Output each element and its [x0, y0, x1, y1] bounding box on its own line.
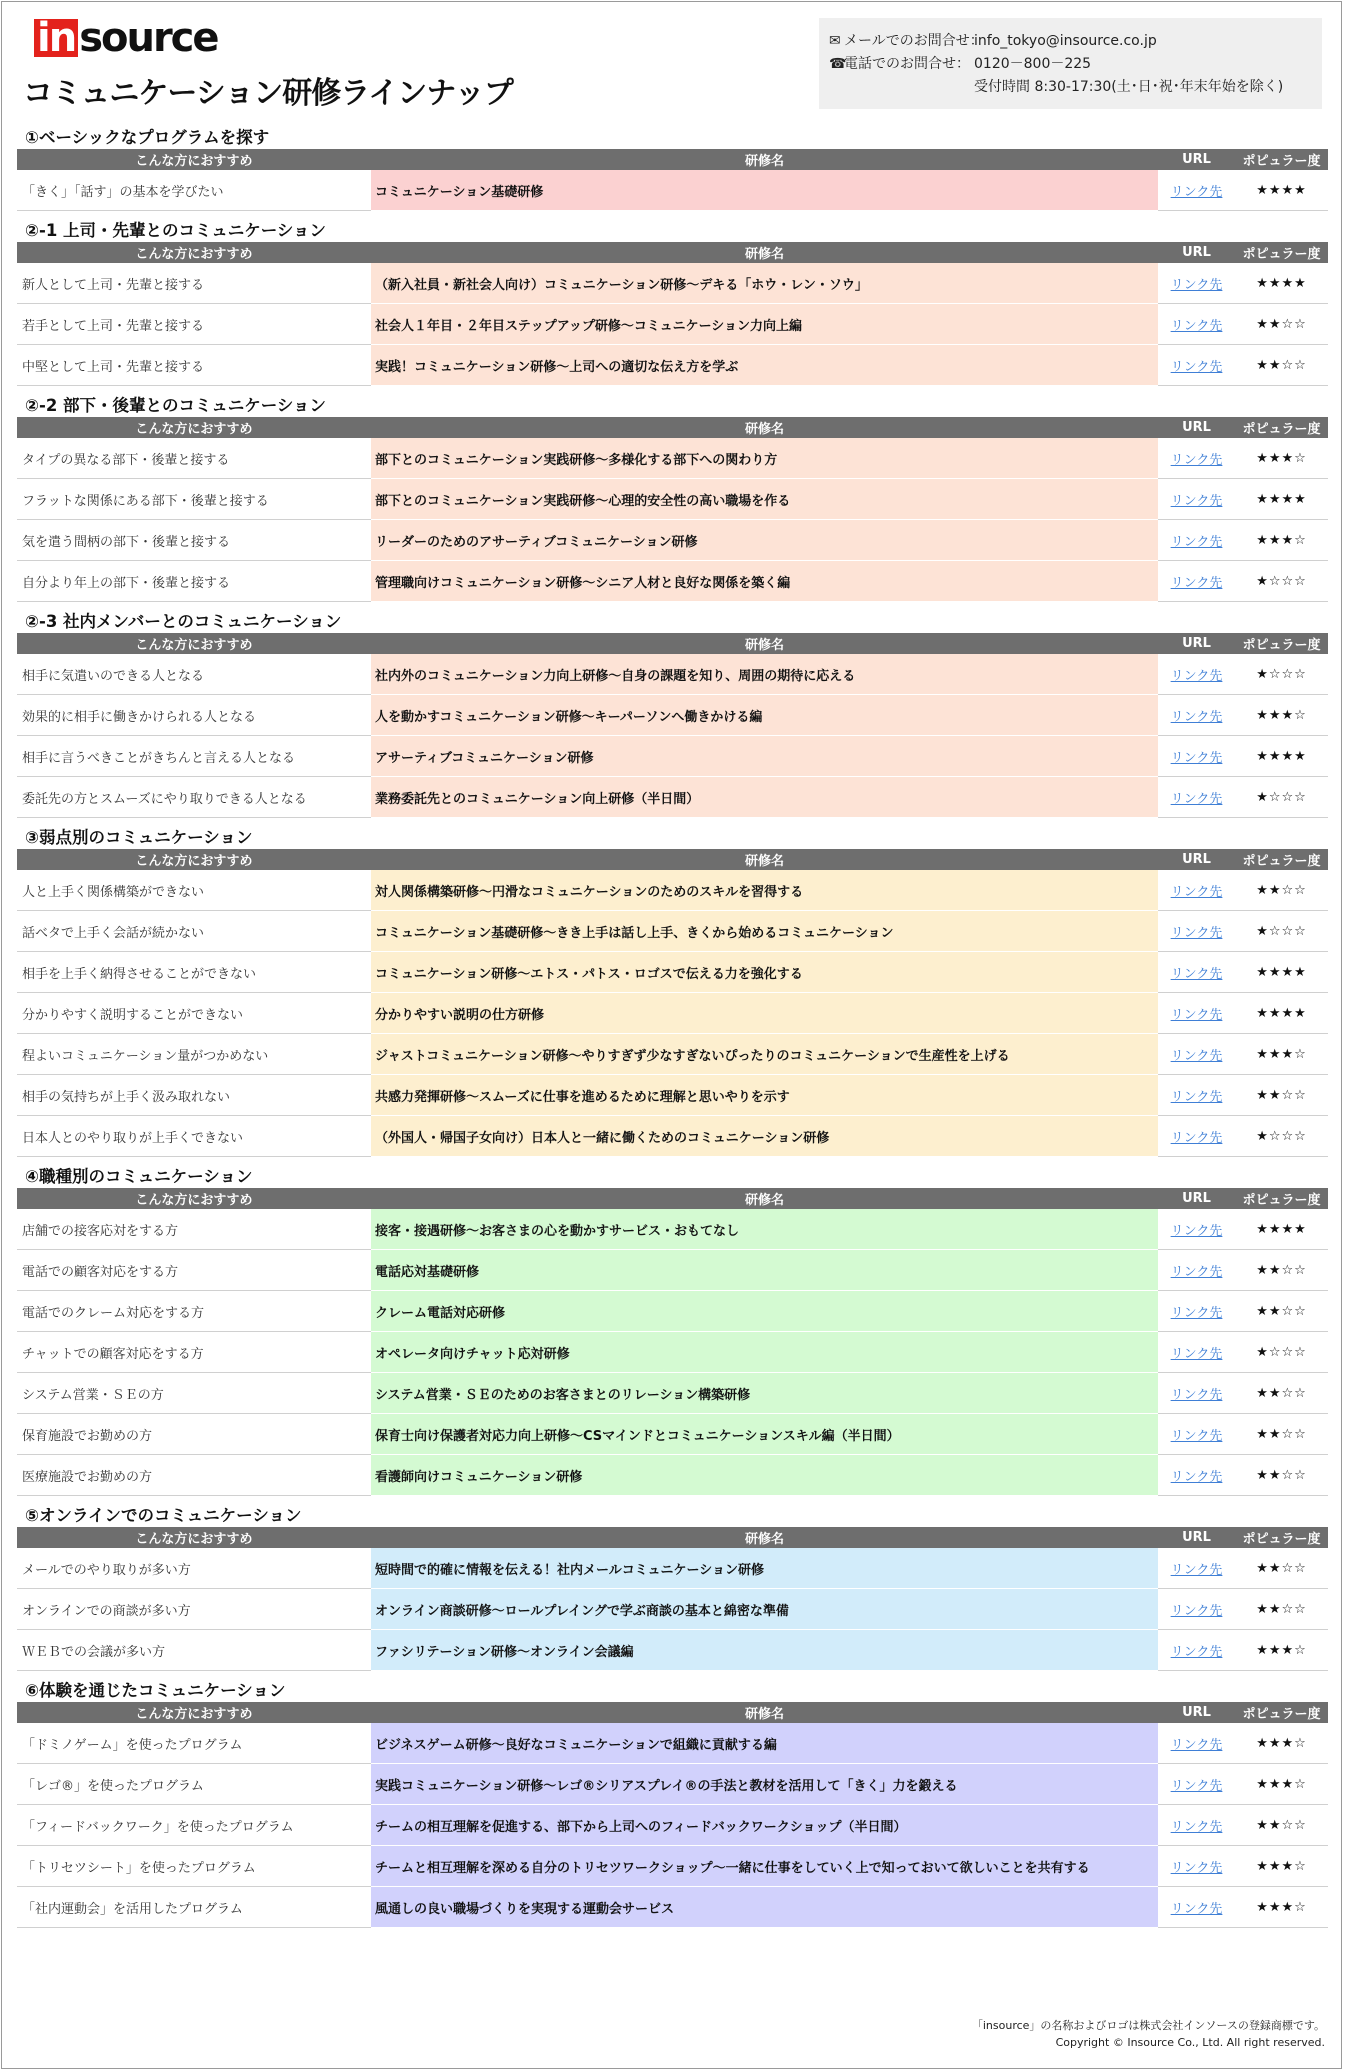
course-table — [17, 1527, 1328, 1671]
table-row — [17, 777, 1328, 818]
table-row — [17, 1723, 1328, 1764]
recommended-for-cell: 新人として上司・先輩と接する — [17, 263, 371, 304]
course-table — [17, 633, 1328, 818]
course-link[interactable]: リンク先 — [1170, 1223, 1223, 1239]
course-link[interactable]: リンク先 — [1170, 1778, 1223, 1794]
popularity-stars: ★★☆☆ — [1235, 1414, 1328, 1455]
course-link[interactable]: リンク先 — [1170, 1819, 1223, 1835]
table-row — [17, 1589, 1328, 1630]
table-row — [17, 1250, 1328, 1291]
table-row — [17, 170, 1328, 211]
header-popularity: ポピュラー度 — [1235, 242, 1328, 263]
header-popularity: ポピュラー度 — [1235, 849, 1328, 870]
course-link[interactable]: リンク先 — [1170, 1130, 1223, 1146]
table-row — [17, 1075, 1328, 1116]
table-row — [17, 1116, 1328, 1157]
header-url: URL — [1158, 849, 1235, 870]
url-cell — [1158, 1764, 1235, 1805]
recommended-for-cell: タイプの異なる部下・後輩と接する — [17, 438, 371, 479]
url-cell — [1158, 1332, 1235, 1373]
course-link[interactable]: リンク先 — [1170, 884, 1223, 900]
header-popularity: ポピュラー度 — [1235, 633, 1328, 654]
url-cell — [1158, 1589, 1235, 1630]
popularity-stars: ★★★☆ — [1235, 520, 1328, 561]
recommended-for-cell: 電話での顧客対応をする方 — [17, 1250, 371, 1291]
popularity-stars: ★★☆☆ — [1235, 1455, 1328, 1496]
tel-number[interactable]: 0120－800－225 — [974, 56, 1092, 72]
url-cell — [1158, 654, 1235, 695]
header-url: URL — [1158, 1188, 1235, 1209]
recommended-for-cell: 中堅として上司・先輩と接する — [17, 345, 371, 386]
table-row — [17, 438, 1328, 479]
header-recommended-for: こんな方におすすめ — [17, 242, 371, 263]
course-table — [17, 242, 1328, 386]
table-row — [17, 1332, 1328, 1373]
course-name-cell: 看護師向けコミュニケーション研修 — [371, 1455, 1158, 1496]
header-recommended-for: こんな方におすすめ — [17, 417, 371, 438]
course-link[interactable]: リンク先 — [1170, 709, 1223, 725]
table-row — [17, 1209, 1328, 1250]
course-link[interactable]: リンク先 — [1170, 1305, 1223, 1321]
section-title: ②-1 上司・先輩とのコミュニケーション — [25, 221, 327, 240]
course-link[interactable]: リンク先 — [1170, 534, 1223, 550]
popularity-stars: ★☆☆☆ — [1235, 654, 1328, 695]
course-name-cell: 風通しの良い職場づくりを実現する運動会サービス — [371, 1887, 1158, 1928]
url-cell — [1158, 952, 1235, 993]
course-name-cell: オンライン商談研修～ロールプレイングで学ぶ商談の基本と綿密な準備 — [371, 1589, 1158, 1630]
table-row — [17, 952, 1328, 993]
url-cell — [1158, 1034, 1235, 1075]
recommended-for-cell: 効果的に相手に働きかけられる人となる — [17, 695, 371, 736]
header-course-name: 研修名 — [371, 1527, 1158, 1548]
section-title: ⑤オンラインでのコミュニケーション — [25, 1506, 302, 1525]
recommended-for-cell: 店舗での接客応対をする方 — [17, 1209, 371, 1250]
course-name-cell: 接客・接遇研修～お客さまの心を動かすサービス・おもてなし — [371, 1209, 1158, 1250]
course-link[interactable]: リンク先 — [1170, 791, 1223, 807]
envelope-icon: ✉ — [829, 33, 841, 49]
course-name-cell: 部下とのコミュニケーション実践研修～心理的安全性の高い職場を作る — [371, 479, 1158, 520]
table-row — [17, 1414, 1328, 1455]
course-name-cell: 短時間で的確に情報を伝える！社内メールコミュニケーション研修 — [371, 1548, 1158, 1589]
course-name-cell: 社会人１年目・２年目ステップアップ研修～コミュニケーション力向上編 — [371, 304, 1158, 345]
course-name-cell: 実践！コミュニケーション研修～上司への適切な伝え方を学ぶ — [371, 345, 1158, 386]
table-row — [17, 1455, 1328, 1496]
popularity-stars: ★★★☆ — [1235, 1887, 1328, 1928]
header-popularity: ポピュラー度 — [1235, 149, 1328, 170]
recommended-for-cell: 「社内運動会」を活用したプログラム — [17, 1887, 371, 1928]
header-course-name: 研修名 — [371, 849, 1158, 870]
recommended-for-cell: 「きく」「話す」の基本を学びたい — [17, 170, 371, 211]
header-url: URL — [1158, 1527, 1235, 1548]
table-row — [17, 736, 1328, 777]
recommended-for-cell: 日本人とのやり取りが上手くできない — [17, 1116, 371, 1157]
url-cell — [1158, 695, 1235, 736]
header-course-name: 研修名 — [371, 417, 1158, 438]
footer — [972, 2017, 1325, 2051]
popularity-stars: ★★★☆ — [1235, 695, 1328, 736]
url-cell — [1158, 1723, 1235, 1764]
url-cell — [1158, 736, 1235, 777]
popularity-stars: ★★☆☆ — [1235, 1250, 1328, 1291]
url-cell — [1158, 520, 1235, 561]
course-name-cell: 対人関係構築研修～円滑なコミュニケーションのためのスキルを習得する — [371, 870, 1158, 911]
popularity-stars: ★★★★ — [1235, 170, 1328, 211]
popularity-stars: ★★☆☆ — [1235, 870, 1328, 911]
popularity-stars: ★★★☆ — [1235, 1630, 1328, 1671]
header-url: URL — [1158, 417, 1235, 438]
contact-box — [819, 18, 1322, 109]
course-link[interactable]: リンク先 — [1170, 359, 1223, 375]
popularity-stars: ★☆☆☆ — [1235, 777, 1328, 818]
course-link[interactable]: リンク先 — [1170, 1644, 1223, 1660]
url-cell — [1158, 1075, 1235, 1116]
url-cell — [1158, 1630, 1235, 1671]
course-name-cell: アサーティブコミュニケーション研修 — [371, 736, 1158, 777]
popularity-stars: ★☆☆☆ — [1235, 911, 1328, 952]
header-recommended-for: こんな方におすすめ — [17, 849, 371, 870]
course-link[interactable]: リンク先 — [1170, 966, 1223, 982]
course-name-cell: オペレータ向けチャット応対研修 — [371, 1332, 1158, 1373]
course-name-cell: ファシリテーション研修～オンライン会議編 — [371, 1630, 1158, 1671]
url-cell — [1158, 345, 1235, 386]
tel-label: 電話でのお問合せ： — [844, 56, 970, 72]
section-title: ①ベーシックなプログラムを探す — [25, 128, 270, 147]
popularity-stars: ★☆☆☆ — [1235, 561, 1328, 602]
course-link[interactable]: リンク先 — [1170, 1346, 1223, 1362]
popularity-stars: ★★★★ — [1235, 736, 1328, 777]
table-row — [17, 1291, 1328, 1332]
header-popularity: ポピュラー度 — [1235, 1188, 1328, 1209]
popularity-stars: ★★★☆ — [1235, 1764, 1328, 1805]
course-link[interactable]: リンク先 — [1170, 668, 1223, 684]
header-url: URL — [1158, 1702, 1235, 1723]
course-name-cell: 業務委託先とのコミュニケーション向上研修（半日間） — [371, 777, 1158, 818]
logo-source: source — [79, 15, 218, 61]
popularity-stars: ★★☆☆ — [1235, 304, 1328, 345]
popularity-stars: ★★☆☆ — [1235, 1548, 1328, 1589]
header-recommended-for: こんな方におすすめ — [17, 1527, 371, 1548]
course-link[interactable]: リンク先 — [1170, 1469, 1223, 1485]
page-title: コミュニケーション研修ラインナップ — [23, 76, 513, 111]
url-cell — [1158, 911, 1235, 952]
popularity-stars: ★★★☆ — [1235, 1846, 1328, 1887]
table-row — [17, 1373, 1328, 1414]
url-cell — [1158, 170, 1235, 211]
popularity-stars: ★★★☆ — [1235, 438, 1328, 479]
recommended-for-cell: チャットでの顧客対応をする方 — [17, 1332, 371, 1373]
recommended-for-cell: 「フィードバックワーク」を使ったプログラム — [17, 1805, 371, 1846]
table-row — [17, 479, 1328, 520]
popularity-stars: ★★☆☆ — [1235, 1589, 1328, 1630]
course-link[interactable]: リンク先 — [1170, 1048, 1223, 1064]
header-url: URL — [1158, 242, 1235, 263]
copyright: Copyright © Insource Co., Ltd. All right reserved. — [1055, 2036, 1325, 2049]
table-row — [17, 1846, 1328, 1887]
course-name-cell: システム営業・ＳＥのためのお客さまとのリレーション構築研修 — [371, 1373, 1158, 1414]
recommended-for-cell: 人と上手く関係構築ができない — [17, 870, 371, 911]
trademark-note: 「insource」の名称およびロゴは株式会社インソースの登録商標です。 — [971, 2019, 1325, 2032]
recommended-for-cell: オンラインでの商談が多い方 — [17, 1589, 371, 1630]
recommended-for-cell: 「ドミノゲーム」を使ったプログラム — [17, 1723, 371, 1764]
url-cell — [1158, 561, 1235, 602]
telephone-icon: ☎ — [829, 56, 847, 72]
header-course-name: 研修名 — [371, 1188, 1158, 1209]
table-row — [17, 870, 1328, 911]
course-table — [17, 1702, 1328, 1928]
course-link[interactable]: リンク先 — [1170, 318, 1223, 334]
header-popularity: ポピュラー度 — [1235, 1702, 1328, 1723]
popularity-stars: ★★★★ — [1235, 479, 1328, 520]
course-link[interactable]: リンク先 — [1170, 925, 1223, 941]
course-name-cell: リーダーのためのアサーティブコミュニケーション研修 — [371, 520, 1158, 561]
url-cell — [1158, 1116, 1235, 1157]
url-cell — [1158, 304, 1235, 345]
section-title: ⑥体験を通じたコミュニケーション — [25, 1681, 286, 1700]
recommended-for-cell: 「トリセツシート」を使ったプログラム — [17, 1846, 371, 1887]
url-cell — [1158, 1455, 1235, 1496]
course-link[interactable]: リンク先 — [1170, 1089, 1223, 1105]
table-row — [17, 1034, 1328, 1075]
url-cell — [1158, 1373, 1235, 1414]
course-link[interactable]: リンク先 — [1170, 184, 1223, 200]
course-link[interactable]: リンク先 — [1170, 1562, 1223, 1578]
recommended-for-cell: 自分より年上の部下・後輩と接する — [17, 561, 371, 602]
course-table — [17, 149, 1328, 211]
course-name-cell: ビジネスゲーム研修～良好なコミュニケーションで組織に貢献する編 — [371, 1723, 1158, 1764]
header-course-name: 研修名 — [371, 1702, 1158, 1723]
course-name-cell: チームと相互理解を深める自分のトリセツワークショップ～一緒に仕事をしていく上で知っておいて欲しいことを共有する — [371, 1846, 1158, 1887]
url-cell — [1158, 1209, 1235, 1250]
header-popularity: ポピュラー度 — [1235, 417, 1328, 438]
course-link[interactable]: リンク先 — [1170, 1264, 1223, 1280]
popularity-stars: ★☆☆☆ — [1235, 1332, 1328, 1373]
url-cell — [1158, 1291, 1235, 1332]
popularity-stars: ★★★☆ — [1235, 1034, 1328, 1075]
office-hours: 受付時間 8:30-17:30(土･日･祝･年末年始を除く) — [974, 79, 1284, 95]
course-link[interactable]: リンク先 — [1170, 1860, 1223, 1876]
recommended-for-cell: フラットな関係にある部下・後輩と接する — [17, 479, 371, 520]
course-name-cell: 人を動かすコミュニケーション研修～キーパーソンへ働きかける編 — [371, 695, 1158, 736]
url-cell — [1158, 1250, 1235, 1291]
header-course-name: 研修名 — [371, 633, 1158, 654]
recommended-for-cell: 話ベタで上手く会話が続かない — [17, 911, 371, 952]
url-cell — [1158, 1887, 1235, 1928]
course-link[interactable]: リンク先 — [1170, 1007, 1223, 1023]
header-url: URL — [1158, 149, 1235, 170]
course-name-cell: ジャストコミュニケーション研修～やりすぎず少なすぎないぴったりのコミュニケーションで生産性を上げる — [371, 1034, 1158, 1075]
popularity-stars: ★★☆☆ — [1235, 1373, 1328, 1414]
course-link[interactable]: リンク先 — [1170, 575, 1223, 591]
recommended-for-cell: 医療施設でお勤めの方 — [17, 1455, 371, 1496]
table-row — [17, 304, 1328, 345]
recommended-for-cell: メールでのやり取りが多い方 — [17, 1548, 371, 1589]
course-table — [17, 1188, 1328, 1496]
popularity-stars: ★★★★ — [1235, 1209, 1328, 1250]
course-name-cell: 部下とのコミュニケーション実践研修～多様化する部下への関わり方 — [371, 438, 1158, 479]
table-row — [17, 695, 1328, 736]
table-row — [17, 1805, 1328, 1846]
url-cell — [1158, 438, 1235, 479]
table-row — [17, 561, 1328, 602]
section-title: ④職種別のコミュニケーション — [25, 1167, 253, 1186]
popularity-stars: ★★☆☆ — [1235, 1805, 1328, 1846]
popularity-stars: ★★★★ — [1235, 993, 1328, 1034]
popularity-stars: ★★★★ — [1235, 952, 1328, 993]
url-cell — [1158, 1414, 1235, 1455]
table-row — [17, 1630, 1328, 1671]
popularity-stars: ★★★☆ — [1235, 1723, 1328, 1764]
table-row — [17, 263, 1328, 304]
table-row — [17, 993, 1328, 1034]
popularity-stars: ★★☆☆ — [1235, 345, 1328, 386]
url-cell — [1158, 993, 1235, 1034]
table-row — [17, 1764, 1328, 1805]
recommended-for-cell: 保育施設でお勤めの方 — [17, 1414, 371, 1455]
course-link[interactable]: リンク先 — [1170, 1428, 1223, 1444]
header-recommended-for: こんな方におすすめ — [17, 1188, 371, 1209]
popularity-stars: ★★☆☆ — [1235, 1075, 1328, 1116]
recommended-for-cell: システム営業・ＳＥの方 — [17, 1373, 371, 1414]
logo-in: in — [34, 19, 78, 57]
popularity-stars: ★☆☆☆ — [1235, 1116, 1328, 1157]
table-row — [17, 345, 1328, 386]
url-cell — [1158, 479, 1235, 520]
course-name-cell: （外国人・帰国子女向け）日本人と一緒に働くためのコミュニケーション研修 — [371, 1116, 1158, 1157]
recommended-for-cell: 「レゴ®」を使ったプログラム — [17, 1764, 371, 1805]
recommended-for-cell: 程よいコミュニケーション量がつかめない — [17, 1034, 371, 1075]
url-cell — [1158, 1548, 1235, 1589]
recommended-for-cell: 気を遣う間柄の部下・後輩と接する — [17, 520, 371, 561]
course-sections — [17, 127, 1328, 1928]
course-name-cell: 実践コミュニケーション研修～レゴ®シリアスプレイ®の手法と教材を活用して「きく」力を鍛える — [371, 1764, 1158, 1805]
course-table — [17, 849, 1328, 1157]
section-title: ③弱点別のコミュニケーション — [25, 828, 253, 847]
course-table — [17, 417, 1328, 602]
header-popularity: ポピュラー度 — [1235, 1527, 1328, 1548]
course-link[interactable]: リンク先 — [1170, 277, 1223, 293]
url-cell — [1158, 777, 1235, 818]
table-row — [17, 520, 1328, 561]
section-title: ②-3 社内メンバーとのコミュニケーション — [25, 612, 342, 631]
insource-logo — [34, 15, 218, 61]
mail-address[interactable]: info_tokyo@insource.co.jp — [974, 33, 1157, 49]
popularity-stars: ★★★★ — [1235, 263, 1328, 304]
course-name-cell: （新入社員・新社会人向け）コミュニケーション研修～デキる「ホウ・レン・ソウ」 — [371, 263, 1158, 304]
recommended-for-cell: 電話でのクレーム対応をする方 — [17, 1291, 371, 1332]
recommended-for-cell: 若手として上司・先輩と接する — [17, 304, 371, 345]
course-name-cell: 社内外のコミュニケーション力向上研修～自身の課題を知り、周囲の期待に応える — [371, 654, 1158, 695]
course-name-cell: 管理職向けコミュニケーション研修～シニア人材と良好な関係を築く編 — [371, 561, 1158, 602]
course-link[interactable]: リンク先 — [1170, 1387, 1223, 1403]
course-link[interactable]: リンク先 — [1170, 1901, 1223, 1917]
table-row — [17, 1548, 1328, 1589]
recommended-for-cell: ＷＥＢでの会議が多い方 — [17, 1630, 371, 1671]
course-name-cell: 保育士向け保護者対応力向上研修～CSマインドとコミュニケーションスキル編（半日間） — [371, 1414, 1158, 1455]
header-url: URL — [1158, 633, 1235, 654]
url-cell — [1158, 870, 1235, 911]
table-row — [17, 1887, 1328, 1928]
course-name-cell: コミュニケーション基礎研修～きき上手は話し上手、きくから始めるコミュニケーション — [371, 911, 1158, 952]
url-cell — [1158, 1805, 1235, 1846]
recommended-for-cell: 相手に言うべきことがきちんと言える人となる — [17, 736, 371, 777]
recommended-for-cell: 分かりやすく説明することができない — [17, 993, 371, 1034]
header-recommended-for: こんな方におすすめ — [17, 1702, 371, 1723]
course-name-cell: 電話応対基礎研修 — [371, 1250, 1158, 1291]
course-name-cell: コミュニケーション基礎研修 — [371, 170, 1158, 211]
course-link[interactable]: リンク先 — [1170, 1603, 1223, 1619]
recommended-for-cell: 相手の気持ちが上手く汲み取れない — [17, 1075, 371, 1116]
table-row — [17, 911, 1328, 952]
recommended-for-cell: 相手を上手く納得させることができない — [17, 952, 371, 993]
header-course-name: 研修名 — [371, 242, 1158, 263]
table-row — [17, 654, 1328, 695]
course-name-cell: クレーム電話対応研修 — [371, 1291, 1158, 1332]
course-name-cell: 分かりやすい説明の仕方研修 — [371, 993, 1158, 1034]
header-course-name: 研修名 — [371, 149, 1158, 170]
url-cell — [1158, 1846, 1235, 1887]
course-name-cell: チームの相互理解を促進する、部下から上司へのフィードバックワークショップ（半日間） — [371, 1805, 1158, 1846]
url-cell — [1158, 263, 1235, 304]
header-recommended-for: こんな方におすすめ — [17, 149, 371, 170]
section-title: ②-2 部下・後輩とのコミュニケーション — [25, 396, 327, 415]
course-link[interactable]: リンク先 — [1170, 750, 1223, 766]
course-link[interactable]: リンク先 — [1170, 493, 1223, 509]
recommended-for-cell: 委託先の方とスムーズにやり取りできる人となる — [17, 777, 371, 818]
course-name-cell: コミュニケーション研修～エトス・パトス・ロゴスで伝える力を強化する — [371, 952, 1158, 993]
recommended-for-cell: 相手に気遣いのできる人となる — [17, 654, 371, 695]
course-link[interactable]: リンク先 — [1170, 1737, 1223, 1753]
course-name-cell: 共感力発揮研修～スムーズに仕事を進めるために理解と思いやりを示す — [371, 1075, 1158, 1116]
popularity-stars: ★★☆☆ — [1235, 1291, 1328, 1332]
header-recommended-for: こんな方におすすめ — [17, 633, 371, 654]
mail-label: メールでのお問合せ： — [844, 33, 984, 49]
course-link[interactable]: リンク先 — [1170, 452, 1223, 468]
